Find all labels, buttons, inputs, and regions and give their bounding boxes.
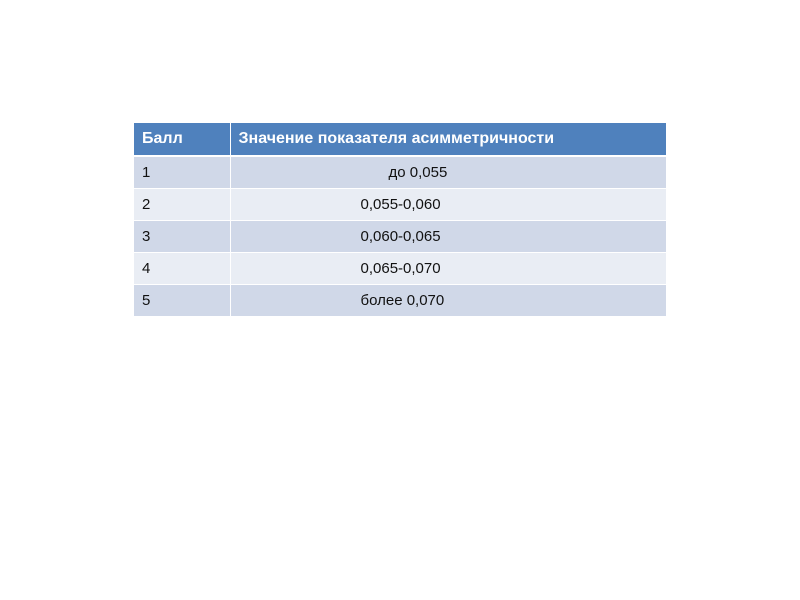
- score-cell: 2: [134, 189, 230, 221]
- value-cell: 0,060-0,065: [230, 221, 666, 253]
- value-cell: до 0,055: [230, 156, 666, 189]
- value-cell: 0,055-0,060: [230, 189, 666, 221]
- score-cell: 1: [134, 156, 230, 189]
- score-cell: 3: [134, 221, 230, 253]
- score-cell: 4: [134, 253, 230, 285]
- value-cell: 0,065-0,070: [230, 253, 666, 285]
- table-row: [134, 221, 666, 253]
- table-row: [134, 189, 666, 221]
- table-row: [134, 253, 666, 285]
- table-header-row: [134, 123, 666, 156]
- score-table: [134, 123, 666, 317]
- table-row: [134, 156, 666, 189]
- score-cell: 5: [134, 285, 230, 317]
- header-asymmetry-value: Значение показателя асимметричности: [230, 123, 666, 156]
- value-cell: более 0,070: [230, 285, 666, 317]
- table-row: [134, 285, 666, 317]
- header-score: Балл: [134, 123, 230, 156]
